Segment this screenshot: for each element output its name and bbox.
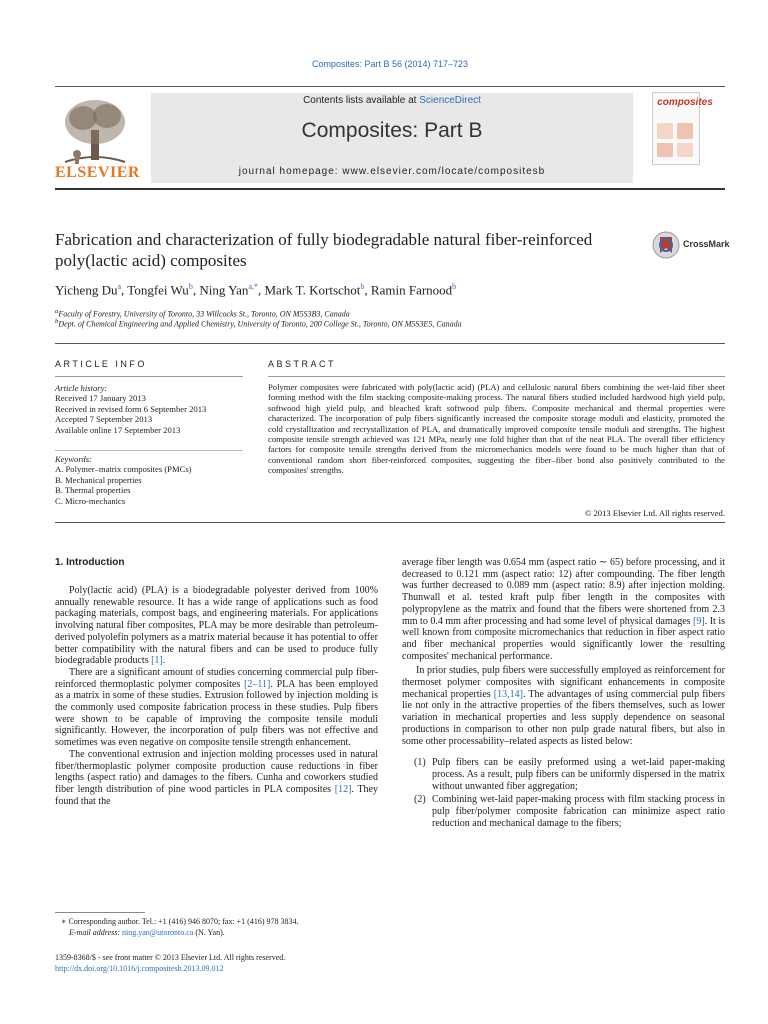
contents-prefix: Contents lists available at xyxy=(303,95,420,106)
crossmark-label: CrossMark xyxy=(683,239,730,249)
paragraph-text: . They found that the xyxy=(55,783,378,807)
article-info-heading: ARTICLE INFO xyxy=(55,359,147,369)
body-left-column xyxy=(55,585,378,807)
history-item: Accepted 7 September 2013 xyxy=(55,414,153,425)
author-affiliation-marker[interactable]: b xyxy=(188,282,193,291)
author-affiliation-marker[interactable]: b xyxy=(360,282,365,291)
paragraph-text: . PLA has been employed as a matrix in some of these studies. Extrusion followed by injection molding is the commonly used composite fabrication process in these studies. Pulp fibers were shown to be capable of improving the composite tensile moduli significantly. However, the incorporation of pulp fibers was not effective and sometimes was even negative on composite tensile strength enhancement. xyxy=(55,678,378,749)
list-item xyxy=(402,794,725,829)
keyword-item: C. Micro-mechanics xyxy=(55,495,126,506)
author-separator: , xyxy=(192,282,200,298)
citation-link[interactable]: [2–11] xyxy=(244,678,271,690)
keywords-divider xyxy=(55,450,243,451)
email-line xyxy=(55,927,385,938)
history-label: Article history: xyxy=(55,383,108,393)
body-paragraph xyxy=(402,557,725,662)
affiliation-marker: b xyxy=(55,318,59,325)
issn-line: 1359-8368/$ - see front matter © 2013 Elsevier Ltd. All rights reserved. xyxy=(55,953,286,962)
article-info-divider xyxy=(55,376,243,377)
body-paragraph xyxy=(402,665,725,747)
homepage-line xyxy=(151,166,633,177)
doi-link[interactable]: http://dx.doi.org/10.1016/j.compositesb.2013.09.012 xyxy=(55,964,224,973)
body-right-column xyxy=(402,557,725,829)
paragraph-text: The conventional extrusion and injection molding processes used in natural fiber/thermoplastic polymer composite production cause reductions in fiber lengths (aspect ratio) and damages to the fibers. Cunha and coworkers studied fiber length distribution of pine wood particles in PLA composites xyxy=(55,748,378,795)
author-name: Ning Yan xyxy=(199,282,249,298)
corresponding-author-text: ∗ Corresponding author. Tel.: +1 (416) 946 8070; fax: +1 (416) 978 3834. xyxy=(61,917,299,926)
citation-link[interactable]: [13,14] xyxy=(493,688,523,700)
publication-info xyxy=(55,952,385,974)
citation-link[interactable]: [12] xyxy=(334,783,352,795)
keyword-item: B. Thermal properties xyxy=(55,485,131,496)
homepage-url[interactable]: www.elsevier.com/locate/compositesb xyxy=(342,166,546,177)
article-history xyxy=(55,383,245,435)
abstract-text: Polymer composites were fabricated with poly(lactic acid) (PLA) and cellulosic natural fibers combining the wet-laid fiber sheet forming method with the film stacking composite-making process. The natural fibers studied included hardwood high yield pulp, softwood high yield pulp, and bleached kraft softwood pulp fibers. Composite mechanical and thermal properties were characterized. The incorporation of pulp fibers significantly increased the composite storage moduli and elasticity, promoted the cold crystallization and recrystallization of PLA, and dramatically improved composite tensile moduli and strengths. The highest composite tensile strength achieved was 121 MPa, nearly one fold higher than that of the neat PLA. The overall fiber efficiency factors for composite tensile strengths derived from the micromechanics models were found to be much higher than that of conventional random short fiber-reinforced composites, suggesting the fiber–fiber bond also positively contributed to the composites' strengths. xyxy=(268,382,725,476)
author-separator: , xyxy=(364,282,371,298)
author-separator: , xyxy=(121,282,128,298)
author-affiliation-marker[interactable]: a xyxy=(117,282,122,291)
header-thick-divider xyxy=(55,188,725,190)
elsevier-wordmark: ELSEVIER xyxy=(55,164,140,181)
affiliation-text: Faculty of Forestry, University of Toronto, 33 Willcocks St., Toronto, ON M5S3B3, Canada xyxy=(58,309,350,319)
keyword-item: B. Mechanical properties xyxy=(55,474,142,485)
affiliation-marker: a xyxy=(55,308,59,315)
citation-link[interactable]: [9] xyxy=(693,615,705,627)
sciencedirect-link[interactable]: ScienceDirect xyxy=(419,95,481,106)
list-item xyxy=(402,757,725,792)
author-name: Ramin Farnood xyxy=(370,282,453,298)
abstract-divider xyxy=(268,376,725,377)
article-title: Fabrication and characterization of fully biodegradable natural fiber-reinforced poly(lactic acid) composites xyxy=(55,230,593,270)
keywords xyxy=(55,454,245,506)
paragraph-text: average fiber length was 0.654 mm (aspect ratio ∼ 65) before processing, and it decreased to 0.121 mm (aspect ratio: 12) after compounding. The fiber length was further decreased to 0.089 mm (aspect ratio: 8.9) after injection molding. Thunwall et al. tested kraft pulp fiber length in the composites with polypropylene as the matrix and found that the fibers were shortened from 2.3 mm to 0.4 mm after processing and had some level of physical damages xyxy=(402,557,725,627)
list-number: (2) xyxy=(414,794,426,806)
paragraph-text: Poly(lactic acid) (PLA) is a biodegradable polyester derived from 100% annually renewable resource. It has a wide range of applications such as food packaging materials, compost bags, and engineering materials. For applications involving natural fiber composites, PLA may be more desirable than petroleum-derived polyolefin polymers as a matrix material because it has potential to offer better compatibility with the natural fibers and can be used to produce fully biodegradable products xyxy=(55,585,378,667)
abstract-bottom-divider xyxy=(55,522,725,523)
history-item: Available online 17 September 2013 xyxy=(55,424,181,435)
abstract-copyright: © 2013 Elsevier Ltd. All rights reserved. xyxy=(584,508,725,518)
author-list xyxy=(55,282,456,298)
homepage-prefix: journal homepage: xyxy=(238,166,343,177)
affiliation-text: Dept. of Chemical Engineering and Applied Chemistry, University of Toronto, 200 College St., Toronto, ON M5S3E5, Canada xyxy=(58,319,462,329)
journal-citation-link[interactable]: Composites: Part B 56 (2014) 717–723 xyxy=(311,59,469,69)
author-name: Tongfei Wu xyxy=(127,282,189,298)
keyword-item: A. Polymer–matrix composites (PMCs) xyxy=(55,464,192,475)
body-paragraph xyxy=(55,749,378,808)
paragraph-text: . The advantages of using commercial pulp fibers lie not only in the attractive properties of the fibers themselves, such as lower variation in mechanical properties and less supply dependence on seasonal productions in comparison to other non pulp grade natural fibers, but also in some other processability–related aspects as listed below: xyxy=(402,688,725,747)
abstract-heading: ABSTRACT xyxy=(268,359,337,369)
keywords-label: Keywords: xyxy=(55,454,92,464)
header-divider xyxy=(55,86,725,87)
paragraph-text: There are a significant amount of studies concerning commercial pulp fiber-reinforced thermoplastic polymer composites xyxy=(55,666,378,690)
body-paragraph xyxy=(55,585,378,667)
email-suffix: (N. Yan). xyxy=(193,928,225,937)
author-affiliation-marker[interactable]: b xyxy=(452,282,457,291)
list-number: (1) xyxy=(414,757,426,769)
journal-title: Composites: Part B xyxy=(301,119,483,142)
section-heading-introduction: 1. Introduction xyxy=(55,557,125,568)
body-paragraph xyxy=(55,667,378,749)
citation-link[interactable]: [1] xyxy=(151,655,163,667)
footnote-divider xyxy=(55,912,145,913)
paragraph-text: In prior studies, pulp fibers were successfully employed as reinforcement for thermoset polymer composites with significant enhancements in composite mechanical properties xyxy=(402,665,725,700)
author-name: Yicheng Du xyxy=(55,282,118,298)
affiliation-b xyxy=(55,318,462,329)
paragraph-text: . It is well known from composite micromechanics that reduction in fiber aspect ratio and fiber mechanical properties would significantly lower the resulting composites' mechanical performance. xyxy=(402,615,725,662)
paragraph-text: . xyxy=(162,655,166,667)
cover-title: composites xyxy=(657,97,713,108)
section-divider xyxy=(55,343,725,344)
author-name: Mark T. Kortschot xyxy=(264,282,361,298)
list-text: Combining wet-laid paper-making process with film stacking process in pulp fiber/polymer composite fabrication can minimize aspect ratio reduction and mechanical damage to the fibers; xyxy=(432,794,725,829)
email-label: E-mail address: xyxy=(69,928,123,937)
author-separator: , xyxy=(258,282,265,298)
history-item: Received in revised form 6 September 2013 xyxy=(55,403,207,414)
corresponding-author-footnote xyxy=(55,916,385,938)
email-link[interactable]: ning.yan@utoronto.ca xyxy=(122,928,194,937)
contents-line xyxy=(151,95,633,106)
list-text: Pulp fibers can be easily preformed using a wet-laid paper-making process. As a result, pulp fibers can be uniformly dispersed in the matrix without unwanted fiber aggregation; xyxy=(432,757,725,792)
author-affiliation-marker[interactable]: a,* xyxy=(248,282,258,291)
crossmark-button[interactable] xyxy=(652,229,732,261)
history-item: Received 17 January 2013 xyxy=(55,393,146,404)
crossmark-icon xyxy=(652,231,680,259)
